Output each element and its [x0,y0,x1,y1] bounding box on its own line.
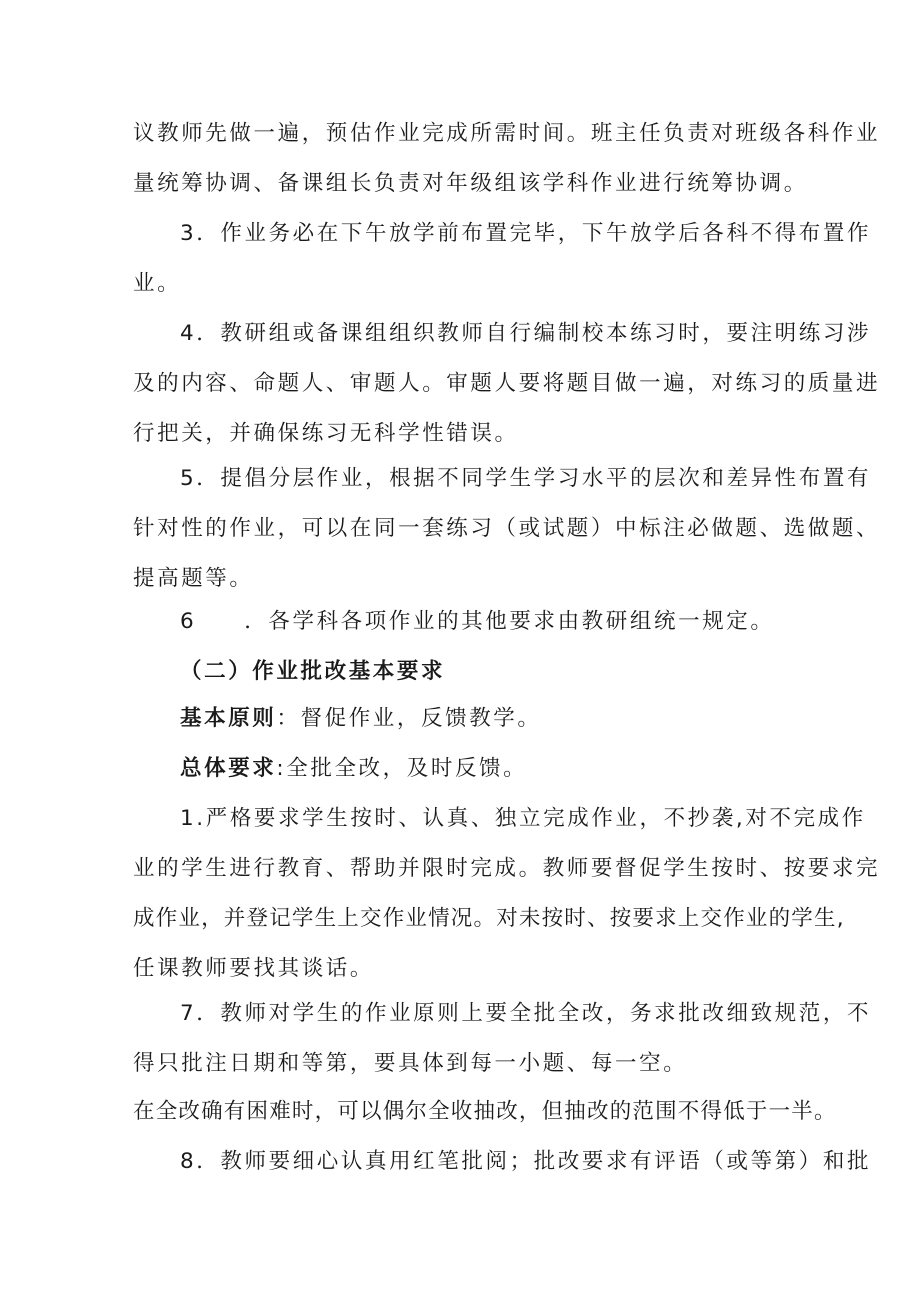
overall-line [180,755,527,783]
list-item-4: 4．教研组或备课组组织教师自行编制校本练习时，要注明练习涉 [180,321,872,346]
list-item-5: 5．提倡分层作业，根据不同学生学习水平的层次和差异性布置有 [180,466,872,491]
principle-text: ：督促作业，反馈教学。 [276,706,542,731]
text-line: 针对性的作业，可以在同一套练习（或试题）中标注必做题、选做题、 [133,516,881,541]
list-item-8: 8．教师要细心认真用红笔批阅；批改要求有评语（或等第）和批 [180,1149,872,1174]
overall-label: 总体要求 [180,756,277,781]
text-line: 议教师先做一遍，预估作业完成所需时间。班主任负责对班级各科作业 [133,121,881,146]
item-text: ．各学科各项作业的其他要求由教研组统一规定。 [244,609,775,634]
overall-text: :全批全改，及时反馈。 [276,756,528,781]
section-heading: （二）作业批改基本要求 [180,659,446,684]
list-item-3: 3．作业务必在下午放学前布置完毕，下午放学后各科不得布置作 [180,221,872,246]
list-item-1: 1.严格要求学生按时、认真、独立完成作业，不抄袭,对不完成作 [180,806,866,831]
text-line: 成作业，并登记学生上交作业情况。对未按时、按要求上交作业的学生, [133,906,845,931]
text-line: 业的学生进行教育、帮助并限时完成。教师要督促学生按时、按要求完 [133,856,881,881]
text-line: 得只批注日期和等第，要具体到每一小题、每一空。 [133,1051,688,1076]
text-line: 行把关，并确保练习无科学性错误。 [133,421,519,446]
text-line: 及的内容、命题人、审题人。审题人要将题目做一遍，对练习的质量进 [133,371,881,396]
text-line: 在全改确有困难时，可以偶尔全收抽改，但抽改的范围不得低于一半。 [133,1099,837,1124]
list-item-7: 7．教师对学生的作业原则上要全批全改，务求批改细致规范，不 [180,1001,872,1026]
item-number: 6 [180,609,197,634]
list-item-6 [180,608,774,636]
text-line: 量统筹协调、备课组长负责对年级组该学科作业进行统筹协调。 [133,171,808,196]
principle-line [180,705,542,733]
text-line: 提高题等。 [133,566,254,591]
text-line: 任课教师要找其谈话。 [133,956,375,981]
text-line: 业。 [133,271,182,296]
principle-label: 基本原则 [180,706,277,731]
